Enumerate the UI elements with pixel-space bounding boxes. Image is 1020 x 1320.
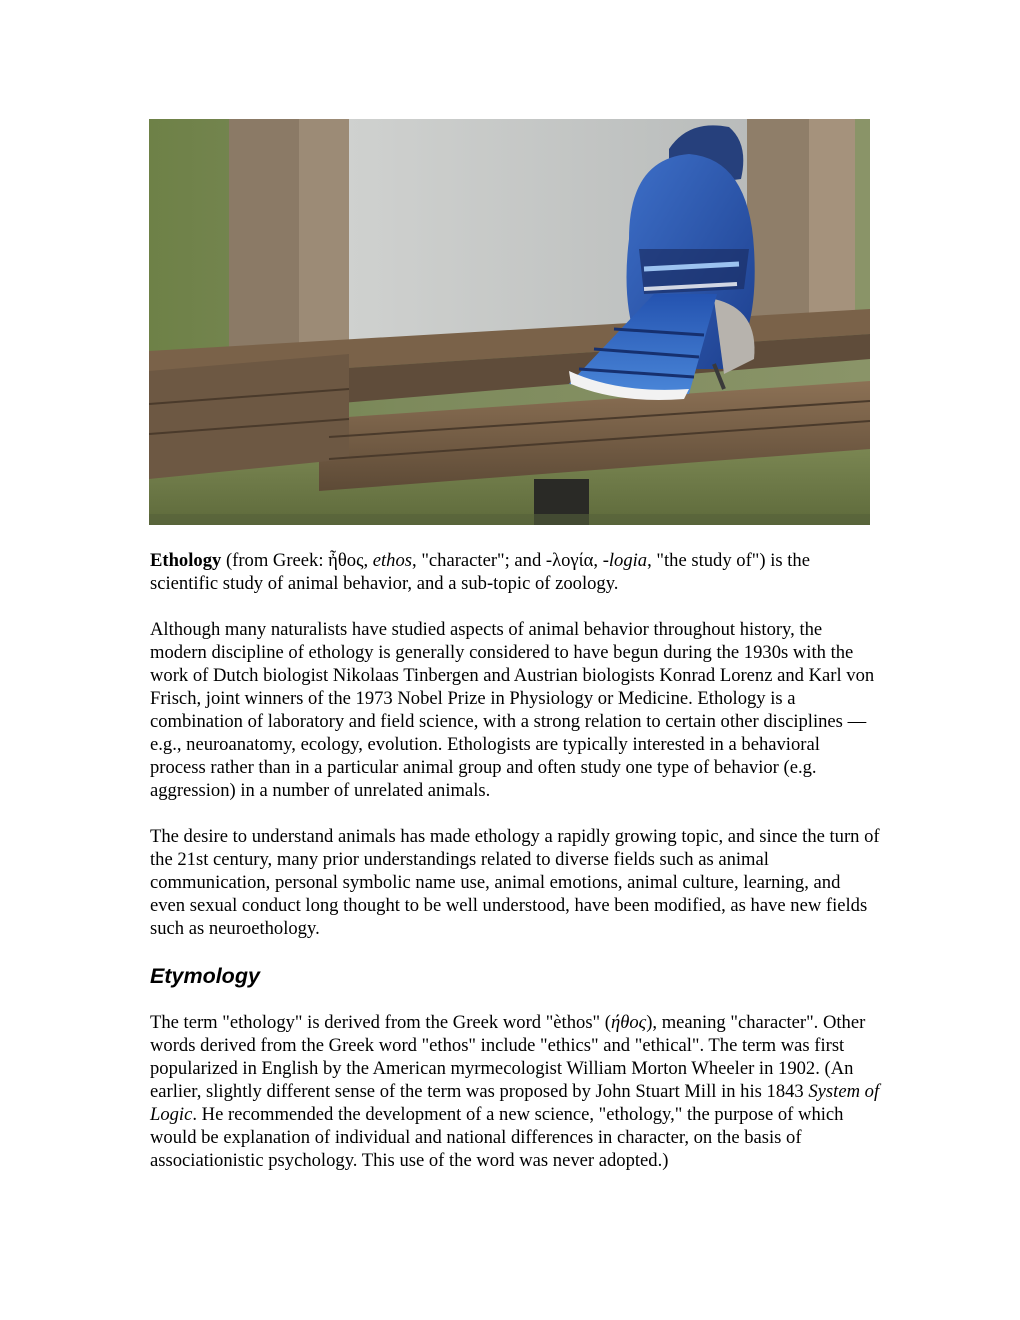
book-title: System of Logic xyxy=(150,1081,880,1125)
modern-paragraph: The desire to understand animals has made ethology a rapidly growing topic, and since the turn of the 21st century, many prior understandings related to diverse fields such as animal communication, personal symbolic name use, animal emotions, animal culture, learning, and even sexual conduct long thought to be well understood, have been modified, as have new fields such as neuroethology. xyxy=(150,826,880,939)
greek-word: ἦθος xyxy=(328,550,364,571)
term-ethology: Ethology xyxy=(150,550,222,571)
article-body xyxy=(150,549,880,1195)
etymology-paragraph: The term "ethology" is derived from the Greek word "èthos" (ήθος), meaning "character". Other words derived from the Greek word "ethos" include "ethics" and "ethical". The term was first popularized in English by the American myrmecologist William Morton Wheeler in 1902. (An earlier, slightly different sense of the term was proposed by John Stuart Mill in his 1843 System of Logic. He recommended the development of a new science, "ethology," the purpose of which would be explanation of individual and national differences in character, on the basis of associationistic psychology. This use of the word was never adopted.) xyxy=(150,1012,880,1171)
etymology-heading: Etymology xyxy=(150,964,260,988)
blue-jay-photo xyxy=(149,119,870,525)
intro-paragraph: Ethology (from Greek: ἦθος, ethos, "character"; and -λογία, -logia, "the study of") is the scientific study of animal behavior, and a sub-topic of zoology. xyxy=(150,550,810,594)
history-paragraph: Although many naturalists have studied aspects of animal behavior throughout history, the modern discipline of ethology is generally considered to have begun during the 1930s with the work of Dutch biologist Nikolaas Tinbergen and Austrian biologists Konrad Lorenz and Karl von Frisch, joint winners of the 1973 Nobel Prize in Physiology or Medicine. Ethology is a combination of laboratory and field science, with a strong relation to certain other disciplines — e.g., neuroanatomy, ecology, evolution. Ethologists are typically interested in a behavioral process rather than in a particular animal group and often study one type of behavior (e.g. aggression) in a number of unrelated animals. xyxy=(150,619,875,801)
